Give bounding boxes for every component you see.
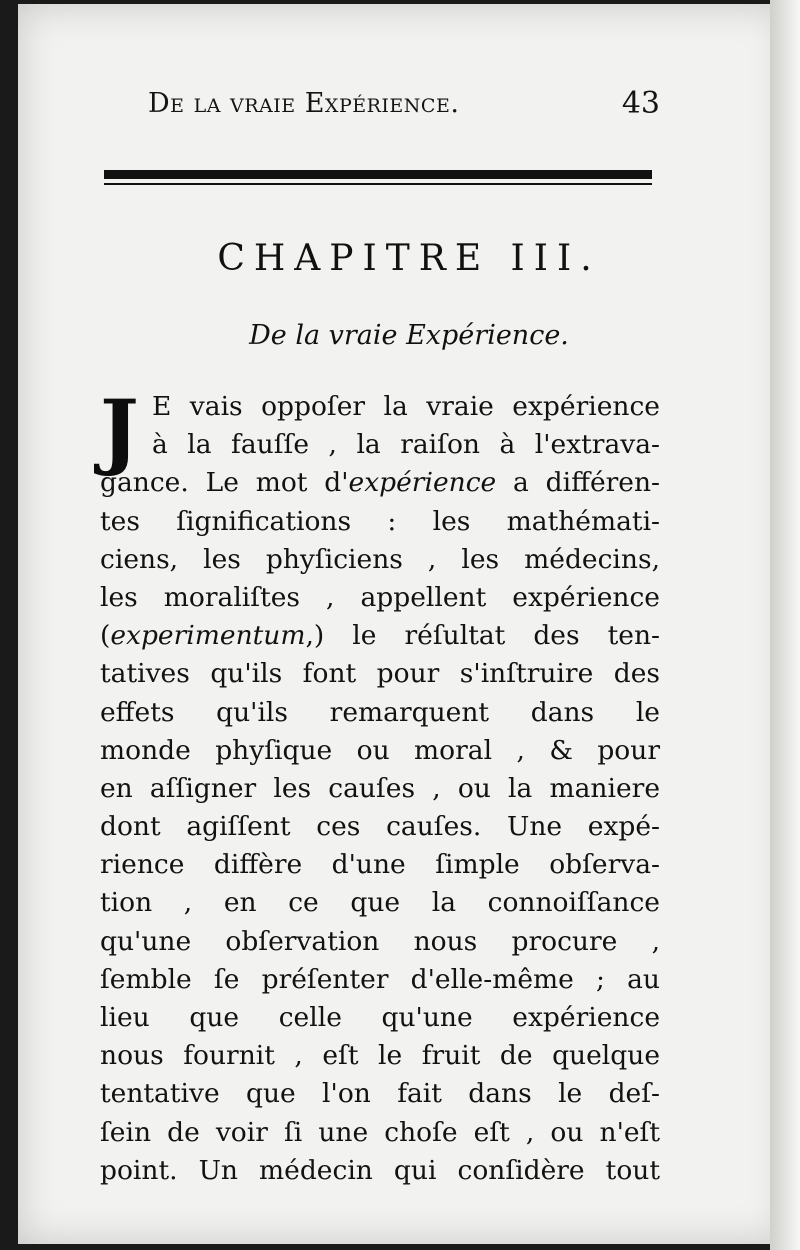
- text-line: [100, 617, 660, 655]
- running-header: [148, 86, 664, 130]
- text-line: qu'une obſervation nous procure ,: [100, 925, 660, 957]
- text-line: en aſſigner les cauſes , ou la maniere: [100, 772, 660, 804]
- header-rule-thin: [104, 183, 652, 185]
- page-edge: [770, 0, 800, 1250]
- text-line: tentative que l'on fait dans le deſ-: [100, 1078, 660, 1110]
- chapter-subtitle: De la vraie Expérience.: [249, 320, 569, 351]
- text-line: lieu que celle qu'une expérience: [100, 1002, 660, 1033]
- text-line: tatives qu'ils font pour s'inſtruire des: [100, 658, 660, 690]
- text-line: nous fournit , eſt le fruit de quelque: [100, 1040, 660, 1072]
- text-line: ſemble ſe préſenter d'elle-même ; au: [100, 963, 660, 995]
- text-line: tes ſignifications : les mathémati-: [100, 505, 660, 537]
- text-line: point. Un médecin qui conſidère tout: [100, 1154, 660, 1186]
- text-line: [100, 464, 660, 502]
- text-line: les moraliſtes , appellent expérience: [100, 581, 660, 613]
- text-run: a différen-: [496, 467, 661, 499]
- text-run: gance. Le mot d': [100, 467, 349, 499]
- running-title: De la vraie Expérience.: [148, 88, 460, 119]
- text-line: E vais oppoſer la vraie expérience: [152, 391, 660, 422]
- header-rule-thick: [104, 170, 652, 179]
- chapter-title: CHAPITRE III.: [217, 238, 601, 279]
- drop-cap: J: [100, 383, 139, 479]
- text-run: ,) le réſultat des ten-: [305, 620, 660, 652]
- text-line: tion , en ce que la connoiſſance: [100, 887, 660, 919]
- text-line: à la fauſſe , la raiſon à l'extrava-: [152, 429, 660, 461]
- text-line: rience diffère d'une ſimple obſerva-: [100, 849, 660, 881]
- text-line: ſein de voir ſi une choſe eſt , ou n'eſt: [100, 1116, 660, 1148]
- text-run-italic: experimentum: [110, 620, 306, 652]
- page-number: 43: [621, 86, 660, 121]
- text-line: dont agiſſent ces cauſes. Une expé-: [100, 811, 660, 843]
- text-line: effets qu'ils remarquent dans le: [100, 696, 660, 728]
- body-text: [100, 383, 661, 1190]
- text-line: ciens, les phyſiciens , les médecins,: [100, 543, 660, 575]
- text-line: monde phyſique ou moral , & pour: [100, 734, 660, 766]
- text-run-italic: expérience: [348, 467, 497, 499]
- text-run: (: [100, 620, 111, 652]
